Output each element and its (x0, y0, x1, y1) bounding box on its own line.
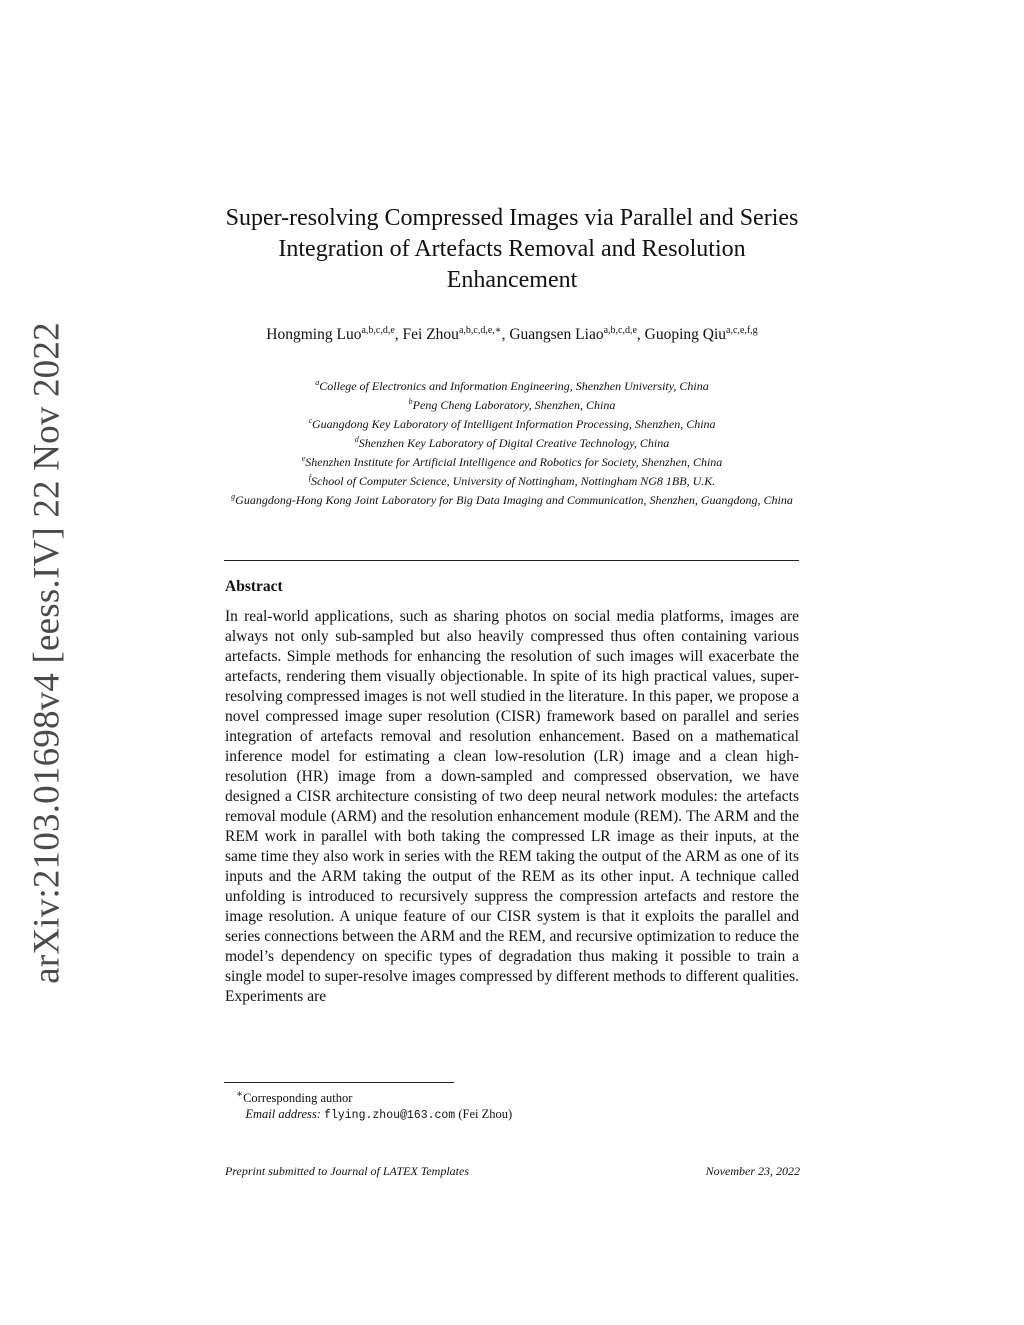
journal-footer: Preprint submitted to Journal of LATEX Templates (225, 1164, 470, 1178)
abstract-divider (224, 560, 799, 561)
author-list: Hongming Luo$^{a,b,c,d,e}$, Fei Zhou$^{a,b,c,d,e,∗}$, Guangsen Liao$^{a,b,c,d,e}$, Guoping Qiu$^{a,c,e,f,g}$ (266, 325, 758, 344)
author-name: Hongming Luo (266, 326, 362, 344)
footnote-divider (224, 1082, 454, 1083)
affiliation-item: $^e$Shenzhen Institute for Artificial Intelligence and Robotics for Society, Shenzhen, China (301, 454, 723, 469)
author-affiliation-marks: a,b,c,d,e,∗ (458, 325, 502, 336)
affiliation-item: $^g$Guangdong-Hong Kong Joint Laboratory for Big Data Imaging and Communication, Shenzhen, Guangdong, China (231, 492, 793, 507)
author-affiliation-marks: a,b,c,d,e (603, 325, 637, 336)
email-address: flying.zhou@163.com (324, 1109, 456, 1123)
affiliation-item: $^f$School of Computer Science, University of Nottingham, Nottingham NG8 1BB, U.K. (308, 473, 716, 488)
affiliation-item: $^d$Shenzhen Key Laboratory of Digital Creative Technology, China (354, 435, 670, 450)
corresponding-author-note: ∗Corresponding author (236, 1089, 353, 1106)
affiliation-item: $^c$Guangdong Key Laboratory of Intelligent Information Processing, Shenzhen, China (308, 416, 716, 431)
date-footer: November 23, 2022 (705, 1164, 800, 1178)
author-affiliation-marks: a,c,e,f,g (726, 325, 758, 336)
abstract-text: In real-world applications, such as sharing photos on social media platforms, images are always not only sub-sampled but also heavily compressed thus often containing various artefacts. Simple methods for enhancing the resolution of such images will exacerbate the artefacts, rendering them visually objectionable. In spite of its high practical values, super-resolving compressed images is not well studied in the literature. In this paper, we propose a novel compressed image super resolution (CISR) framework based on parallel and series integration of artefacts removal and resolution enhancement. Based on a mathematical inference model for estimating a clean low-resolution (LR) image and a clean high-resolution (HR) image from a down-sampled and compressed observation, we have designed a CISR architecture consisting of two deep neural network modules: the artefacts removal module (ARM) and the resolution enhancement module (REM). The ARM and the REM work in parallel with both taking the compressed LR image as their inputs, at the same time they also work in series with the REM taking the output of the ARM as one of its inputs and the ARM taking the output of the REM as its other input. A technique called unfolding is introduced to recursively suppress the compression artefacts and restore the image resolution. A unique feature of our CISR system is that it exploits the parallel and series connections between the ARM and the REM, and recursive optimization to reduce the model’s dependency on specific types of degradation thus making it possible to train a single model to super-resolve images compressed by different methods to different qualities. Experiments are (225, 608, 799, 1005)
author-name: Fei Zhou (402, 326, 459, 344)
affiliation-list (222, 375, 802, 508)
paper-title: Super-resolving Compressed Images via Parallel and Series Integration of Artefacts Removal and Resolution Enhancement (225, 205, 799, 293)
email-note: Email address: flying.zhou@163.com (Fei Zhou) (245, 1107, 513, 1123)
author-affiliation-marks: a,b,c,d,e (361, 325, 395, 336)
footnote (236, 1087, 512, 1124)
arxiv-identifier-stamp: arXiv:2103.01698v4 [eess.IV] 22 Nov 2022 (26, 322, 68, 984)
author-name: Guoping Qiu (644, 326, 727, 344)
affiliation-item: $^a$College of Electronics and Information Engineering, Shenzhen University, China (315, 378, 709, 393)
abstract-heading: Abstract (225, 578, 283, 595)
affiliation-item: $^b$Peng Cheng Laboratory, Shenzhen, China (408, 397, 616, 412)
author-name: Guangsen Liao (509, 326, 604, 344)
